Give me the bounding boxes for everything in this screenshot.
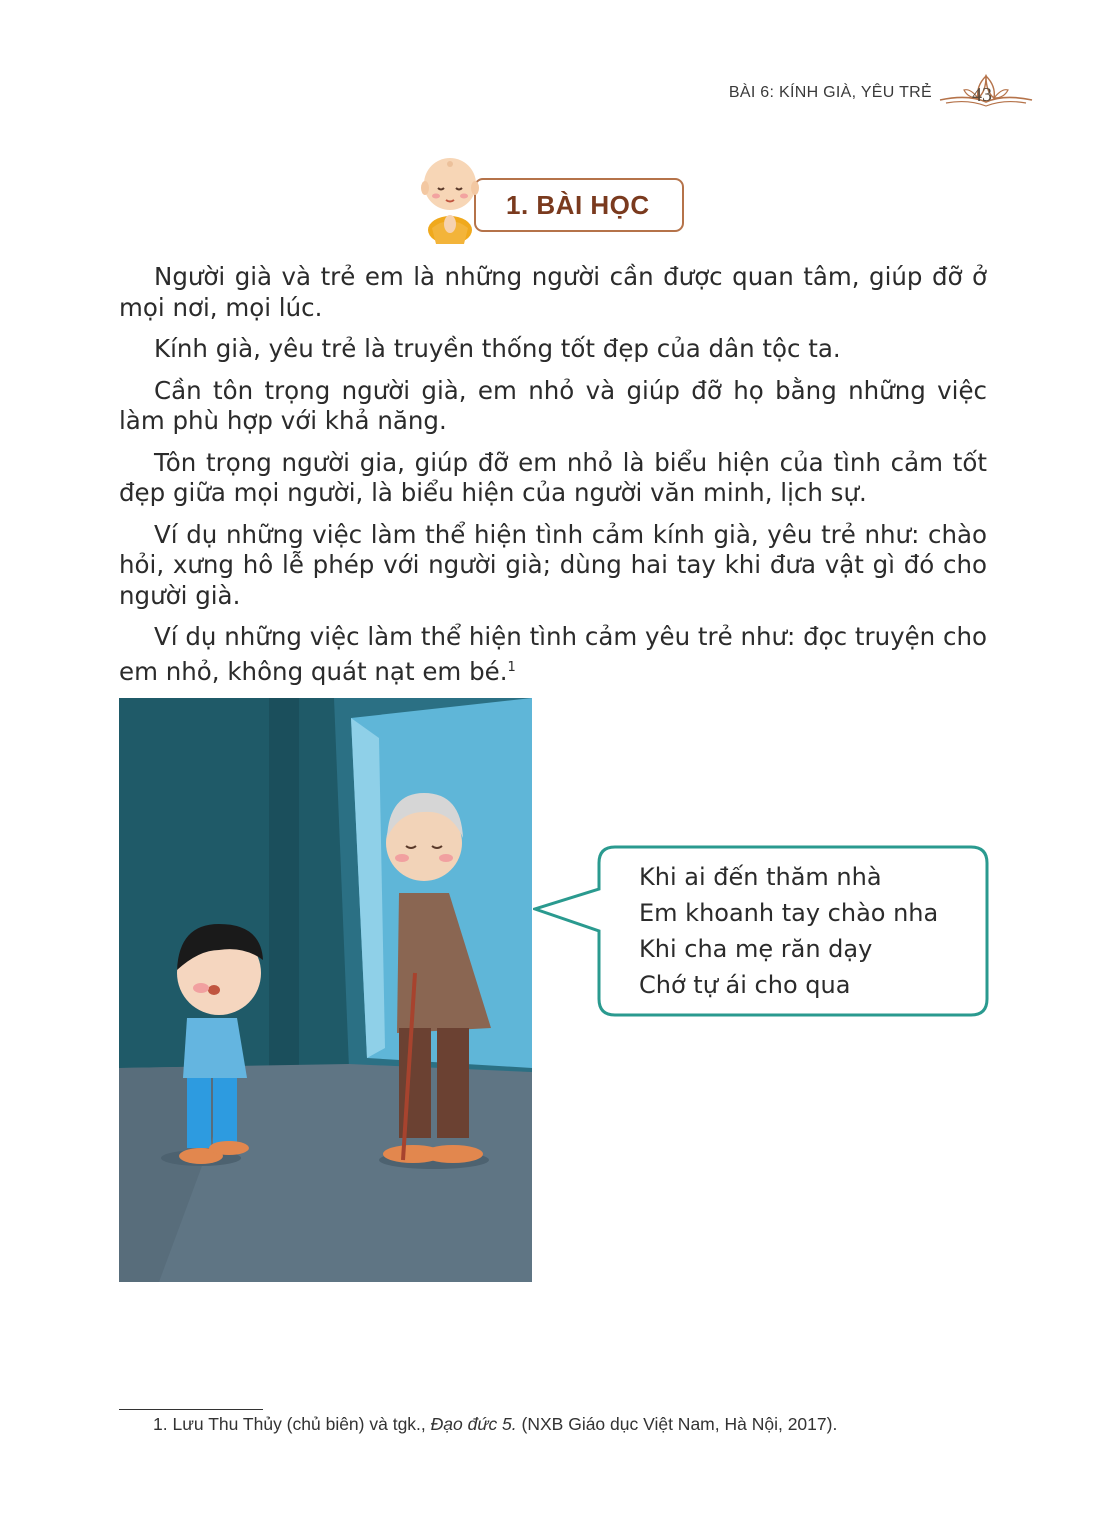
paragraph: Kính già, yêu trẻ là truyền thống tốt đẹp của dân tộc ta. <box>154 334 841 363</box>
chapter-title: BÀI 6: KÍNH GIÀ, YÊU TRẺ <box>728 84 932 101</box>
speech-bubble <box>533 845 989 1017</box>
running-header <box>729 72 1034 112</box>
footnote <box>153 1414 837 1435</box>
lesson-content <box>119 262 987 698</box>
paragraph-with-footnote <box>119 622 987 687</box>
page-number: 43 <box>972 84 992 106</box>
footnote-marker: 1 <box>507 659 516 675</box>
section-title: 1. BÀI HỌC <box>506 190 650 220</box>
footnote-authors: Lưu Thu Thủy (chủ biên) và tgk., <box>172 1414 426 1434</box>
poem-line: Khi cha mẹ răn dạy <box>639 935 873 963</box>
paragraph: Ví dụ những việc làm thể hiện tình cảm kính già, yêu trẻ như: chào hỏi, xưng hô lễ phép với người già; dùng hai tay khi đưa vật gì đó cho người già. <box>119 519 987 610</box>
poem-line: Chớ tự ái cho qua <box>639 971 851 999</box>
footnote-book-title: Đạo đức 5. <box>430 1414 517 1434</box>
poem-line: Khi ai đến thăm nhà <box>639 863 882 891</box>
page-number-ornament <box>938 72 1034 112</box>
greeting-illustration-image <box>119 698 532 1282</box>
footnote-number: 1. <box>153 1414 168 1434</box>
monk-mascot-icon <box>420 154 484 246</box>
footnote-publisher: (NXB Giáo dục Việt Nam, Hà Nội, 2017). <box>521 1414 838 1434</box>
poem-line: Em khoanh tay chào nha <box>639 899 939 927</box>
poem <box>639 859 938 1003</box>
paragraph: Tôn trọng người gia, giúp đỡ em nhỏ là biểu hiện của tình cảm tốt đẹp giữa mọi người, là biểu hiện của người văn minh, lịch sự. <box>119 447 987 507</box>
section-banner <box>420 154 690 246</box>
illustration-greeting <box>119 698 532 1282</box>
footnote-divider <box>119 1409 263 1410</box>
paragraph: Người già và trẻ em là những người cần được quan tâm, giúp đỡ ở mọi nơi, mọi lúc. <box>119 262 987 322</box>
paragraph-text: Ví dụ những việc làm thể hiện tình cảm yêu trẻ như: đọc truyện cho em nhỏ, không quát nạt em bé. <box>119 622 987 686</box>
paragraph: Cần tôn trọng người già, em nhỏ và giúp đỡ họ bằng những việc làm phù hợp với khả năng. <box>119 375 987 435</box>
